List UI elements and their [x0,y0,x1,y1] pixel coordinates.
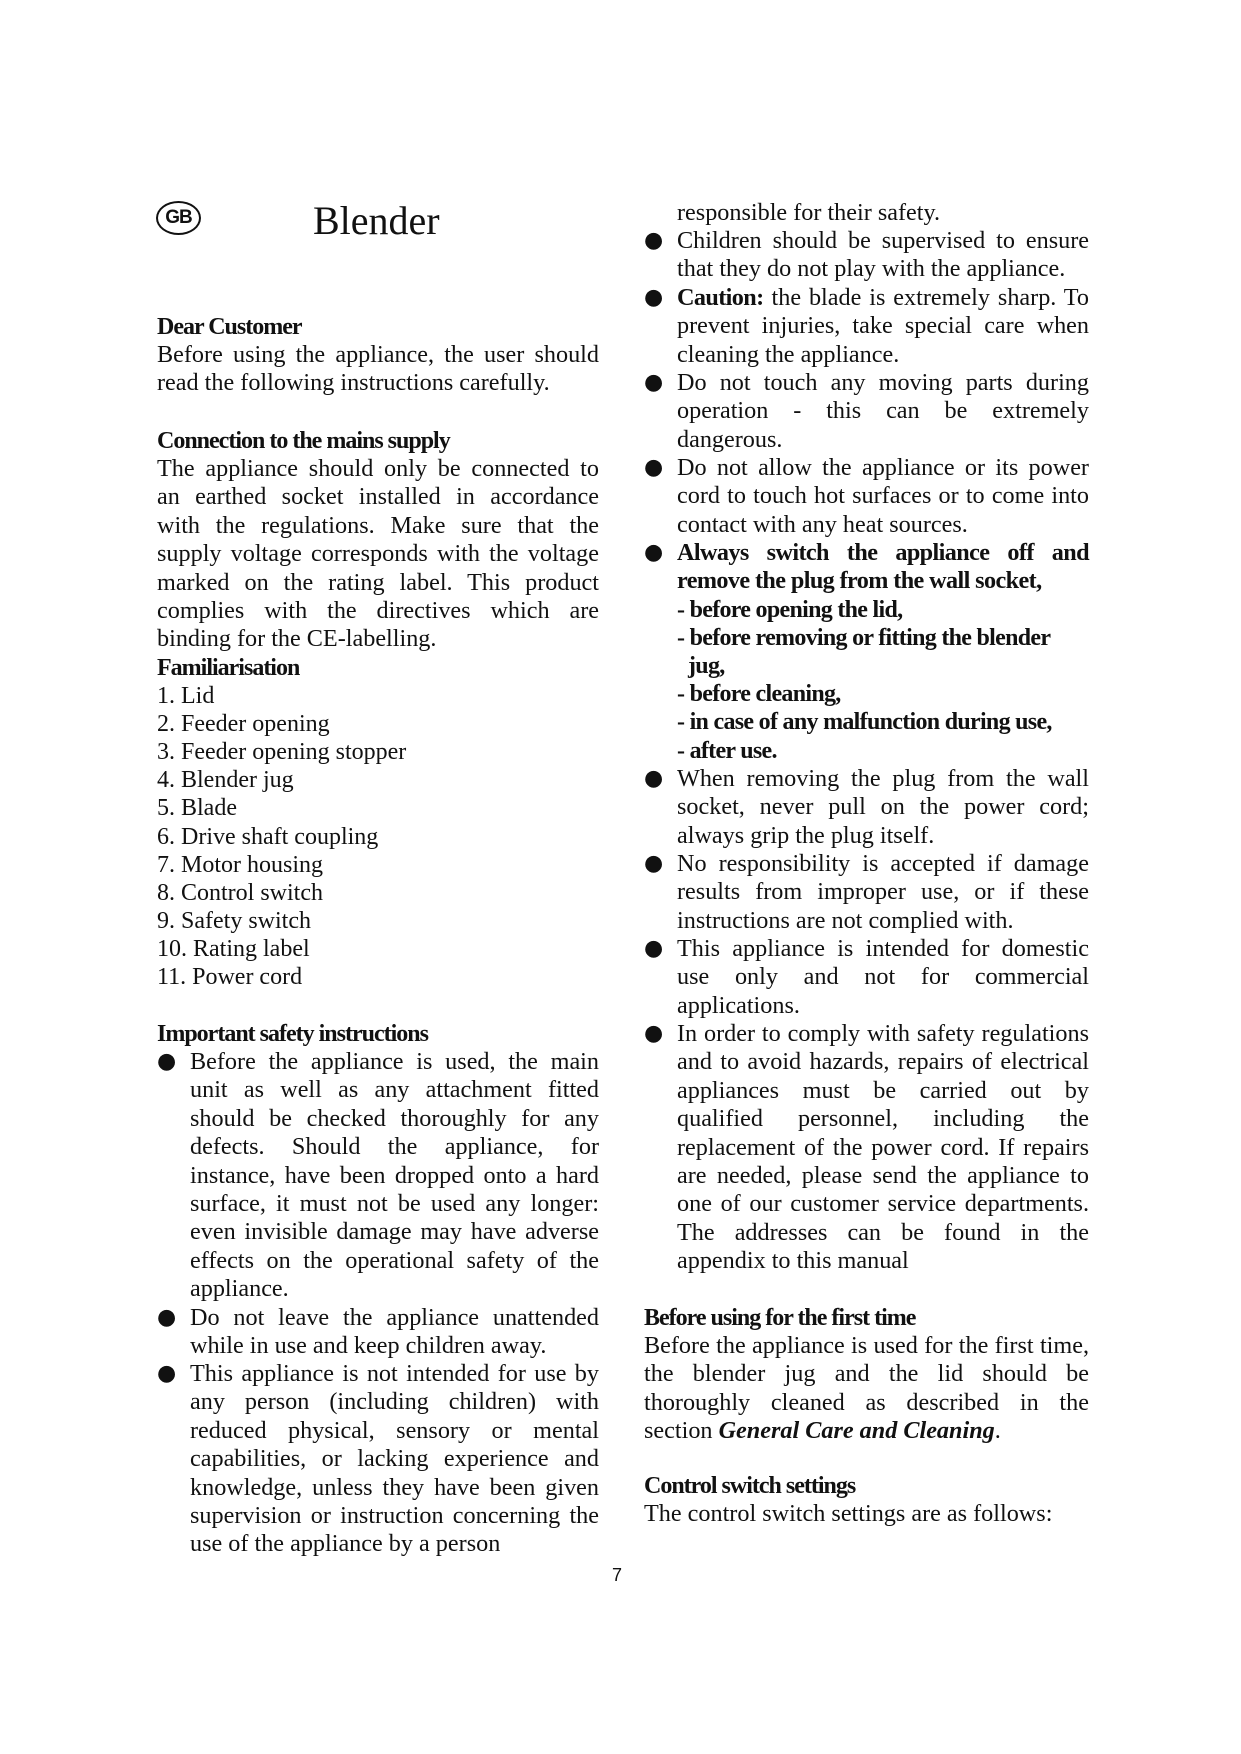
list-item: 4. Blender jug [157,767,294,793]
first-use-heading: Before using for the first time [644,1305,916,1331]
unplug-condition: - before opening the lid, [677,597,903,623]
safety-bullet-continuation: responsible for their safety. [677,199,941,226]
mains-heading: Connection to the mains supply [157,428,450,454]
list-item: 11. Power cord [157,964,303,990]
safety-bullet [644,284,1089,369]
safety-bullet: ● Before the appliance is used, the main unit as well as any attachment fitted should be checked thoroughly for any defects. Should the appliance, for instance, have been dropped onto a hard surface, it must not be used any longer: even invisible damage may have adverse effects on the operational safety of the appliance. [157,1048,599,1304]
first-use-end: . [994,1417,1001,1445]
unplug-condition: - before removing or fitting the blender [677,625,1051,651]
list-item: 7. Motor housing [157,852,324,878]
list-item: 3. Feeder opening stopper [157,739,407,765]
safety-bullet: ● This appliance is intended for domestic use only and not for commercial applications. [644,935,1089,1020]
caution-text: the blade is extremely sharp. To prevent injuries, take special care when cleaning the appliance. [677,284,1089,368]
safety-bullet: ● This appliance is not intended for use by any person (including children) with reduced physical, sensory or mental capabilities, or lacking experience and knowledge, unless they have been given supervision or instruction concerning the use of the appliance by a person [157,1360,599,1559]
safety-bullet: ● When removing the plug from the wall socket, never pull on the power cord; always grip the plug itself. [644,765,1089,850]
unplug-condition: - after use. [677,738,777,764]
first-use-emphasis: General Care and Cleaning [718,1417,995,1445]
dear-customer-text: Before using the appliance, the user should read the following instructions carefully. [157,341,599,397]
page-number: 7 [612,1565,623,1585]
familiarisation-heading: Familiarisation [157,655,300,681]
list-item: 1. Lid [157,683,215,709]
list-item: 5. Blade [157,795,237,821]
list-item: 2. Feeder opening [157,711,330,737]
page-title: Blender [313,198,440,243]
control-switch-heading: Control switch settings [644,1473,856,1499]
list-item: 9. Safety switch [157,908,311,934]
unplug-condition: - before cleaning, [677,681,841,707]
unplug-condition: - in case of any malfunction during use, [677,709,1052,735]
safety-bullet: ● Always switch the appliance off and remove the plug from the wall socket, [644,539,1089,596]
safety-bullet: ● Do not allow the appliance or its power cord to touch hot surfaces or to come into contact with any heat sources. [644,454,1089,539]
control-switch-text: The control switch settings are as follows: [644,1500,1053,1527]
safety-bullet: ● Do not touch any moving parts during operation - this can be extremely dangerous. [644,369,1089,454]
gb-language-badge: GB [156,201,201,235]
list-item: 8. Control switch [157,880,323,906]
mains-text: The appliance should only be connected to an earthed socket installed in accordance with the regulations. Make sure that the supply voltage corresponds with the voltage marked on the rating label. This product complies with the directives which are binding for the CE-labelling. [157,455,599,653]
safety-bullet: ● In order to comply with safety regulations and to avoid hazards, repairs of electrical appliances must be carried out by qualified personnel, including the replacement of the power cord. If repairs are needed, please send the appliance to one of our customer service departments. The addresses can be found in the appendix to this manual [644,1020,1089,1276]
caution-label: Caution: [677,284,764,311]
safety-heading: Important safety instructions [157,1021,428,1047]
safety-bullet: ● No responsibility is accepted if damage results from improper use, or if these instructions are not complied with. [644,850,1089,935]
first-use-text [644,1332,1089,1446]
dear-customer-heading: Dear Customer [157,314,302,340]
list-item: 10. Rating label [157,936,310,962]
unplug-condition: jug, [688,653,725,679]
safety-bullet: ● Do not leave the appliance unattended while in use and keep children away. [157,1304,599,1361]
safety-bullet: ● Children should be supervised to ensure that they do not play with the appliance. [644,227,1089,284]
first-use-body: Before the appliance is used for the first time, the blender jug and the lid should be thoroughly cleaned as described in the section [644,1332,1089,1445]
list-item: 6. Drive shaft coupling [157,824,379,850]
